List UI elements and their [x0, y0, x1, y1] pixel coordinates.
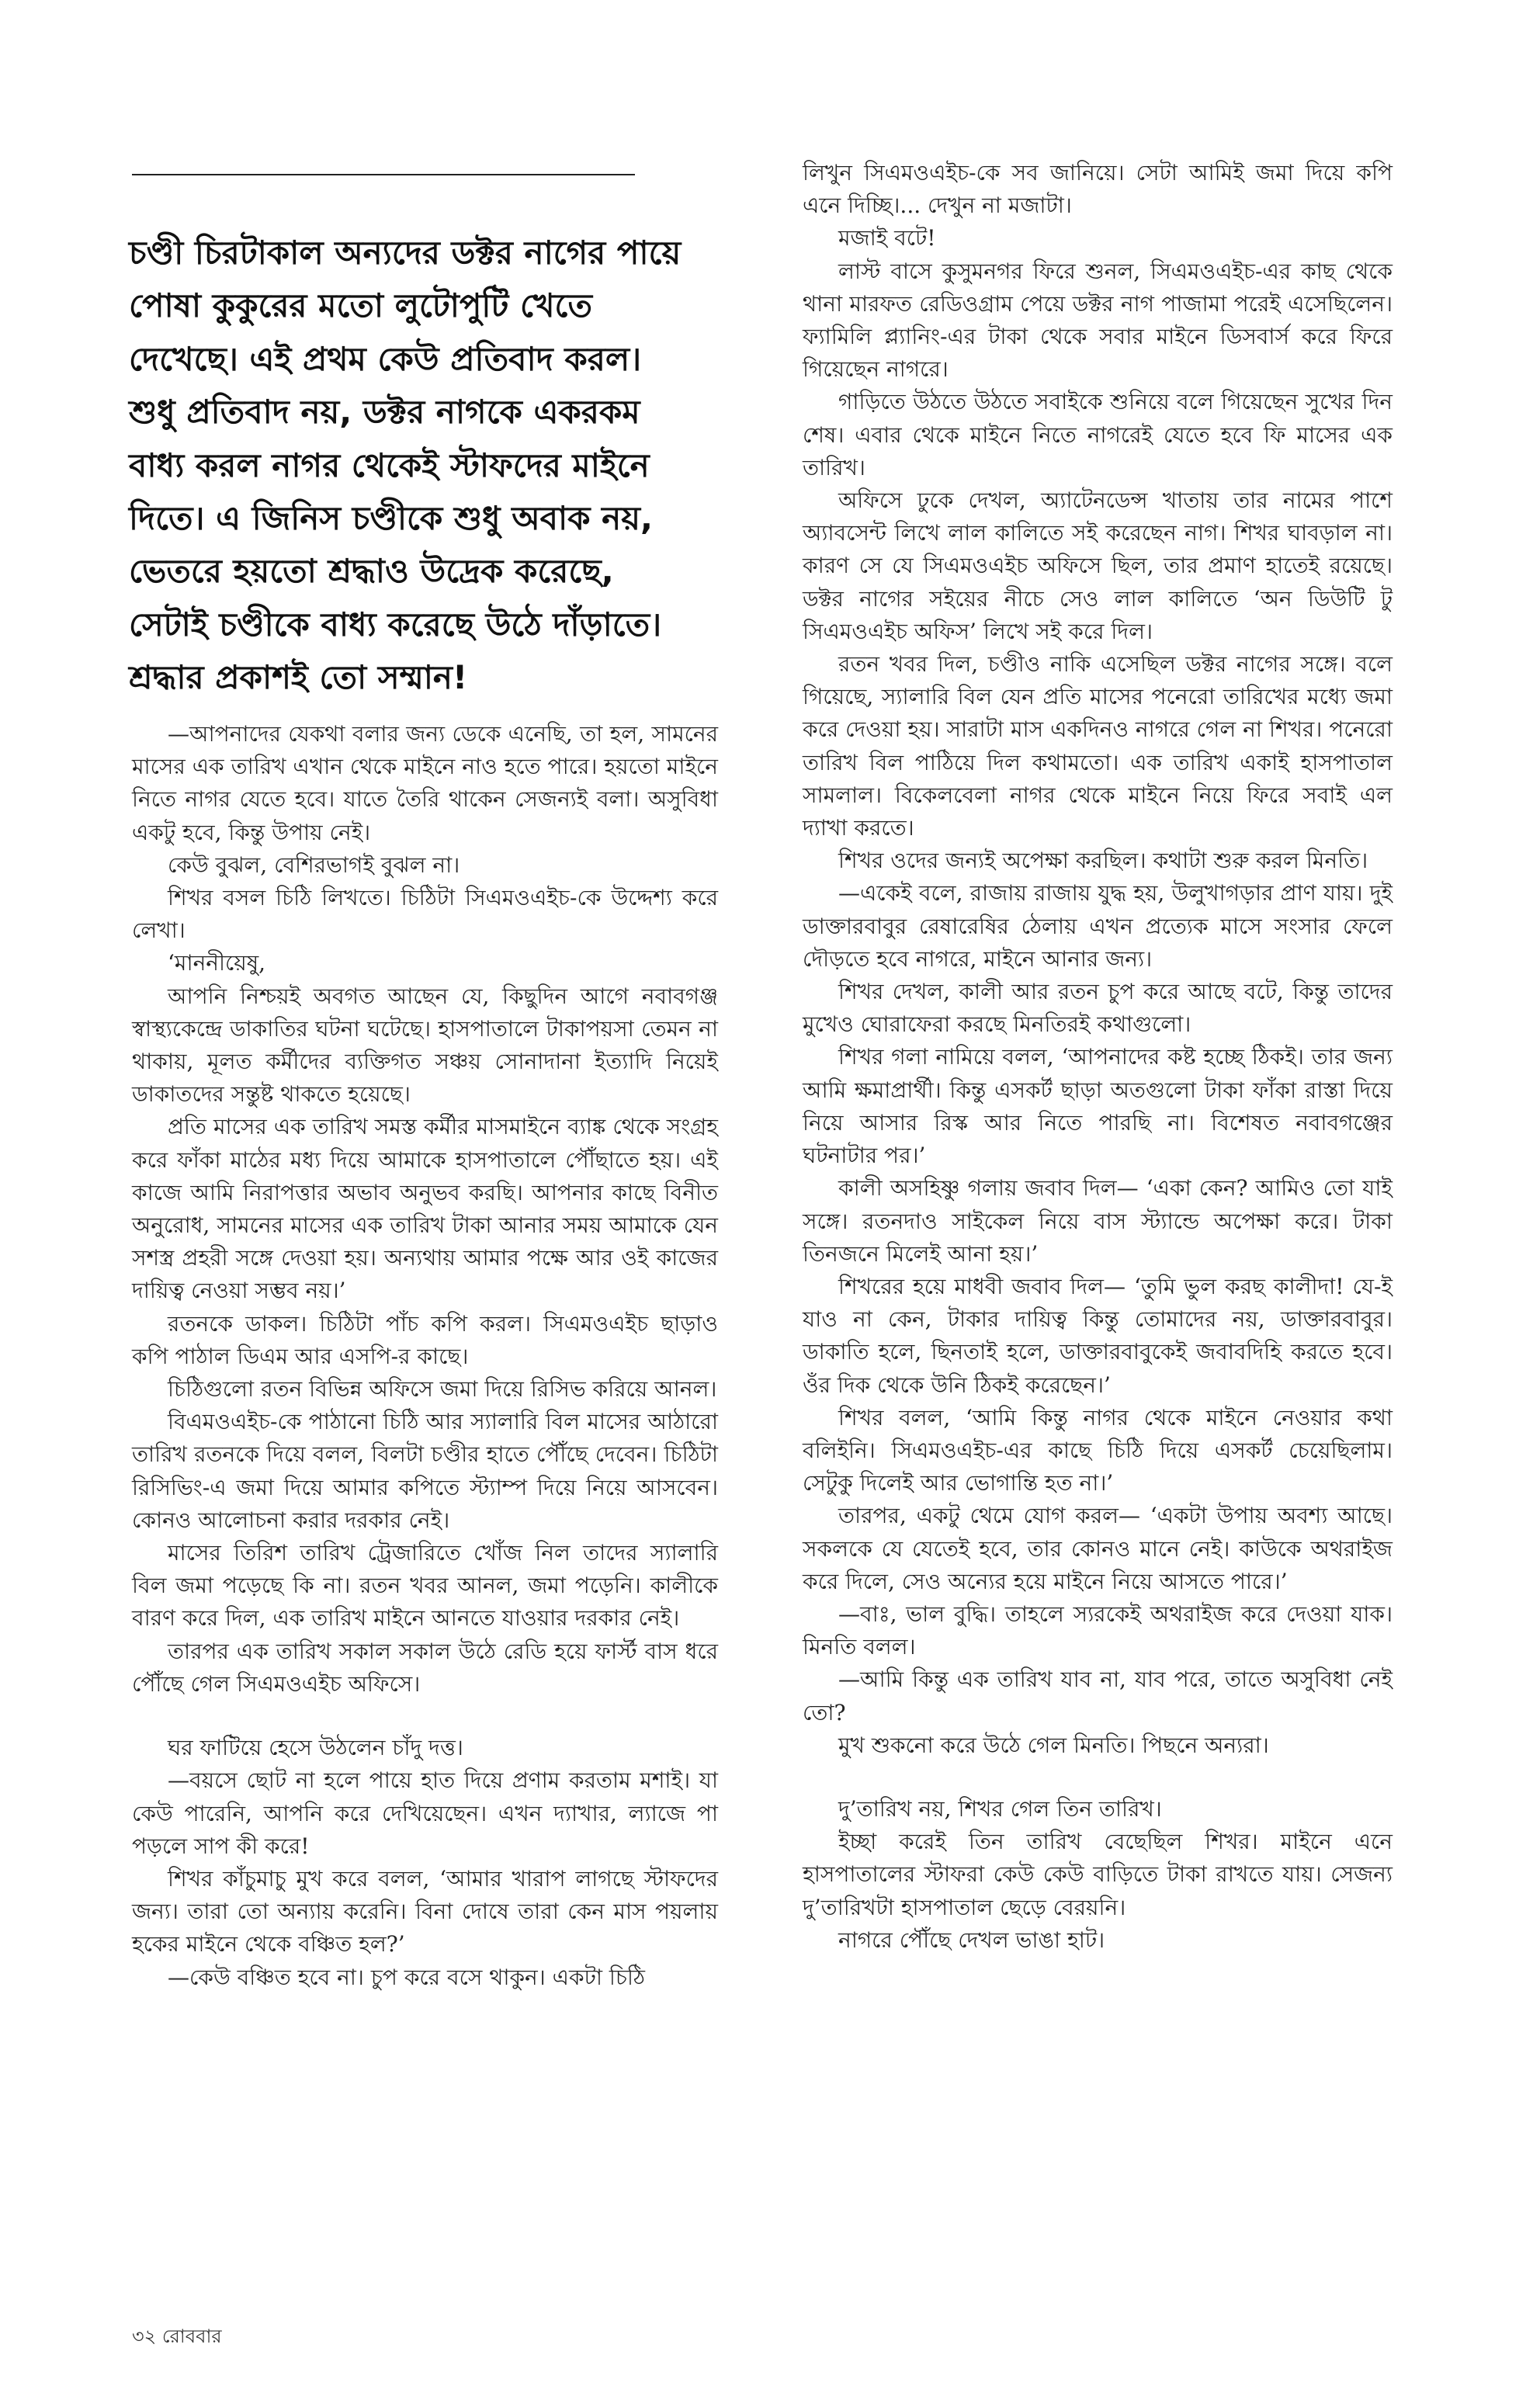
paragraph: —কেউ বঞ্চিত হবে না। চুপ করে বসে থাকুন। একটা চিঠি: [168, 1964, 645, 1990]
paragraph: কালী অসহিষ্ণু গলায় জবাব দিল— ‘একা কেন? আমিও তো যাই সঙ্গে। রতনদাও সাইকেল নিয়ে বাস স্ট্যান্ডে অপেক্ষা করে। টাকা তিনজনে মিলেই আনা হয়।’: [803, 1175, 1393, 1267]
paragraph: ‘মাননীয়েষু,: [168, 950, 266, 976]
paragraph: মজাই বটে!: [838, 225, 936, 251]
paragraph: প্রতি মাসের এক তারিখ সমস্ত কর্মীর মাসমাইনে ব্যাঙ্ক থেকে সংগ্রহ করে ফাঁকা মাঠের মধ্য দিয়ে আমাকে হাসপাতালে পৌঁছাতে হয়। এই কাজে আমি নিরাপত্তার অভাব অনুভব করছি। আপনার কাছে বিনীত অনুরোধ, সামনের মাসের এক তারিখ টাকা আনার সময় আমাকে যেন সশস্ত্র প্রহরী সঙ্গে দেওয়া হয়। অন্যথায় আমার পক্ষে আর ওই কাজের দায়িত্ব নেওয়া সম্ভব নয়।’: [132, 1114, 718, 1304]
paragraph: ঘর ফাটিয়ে হেসে উঠলেন চাঁদু দত্ত।: [168, 1735, 463, 1761]
paragraph: শিখর বলল, ‘আমি কিন্তু নাগর থেকে মাইনে নেওয়ার কথা বলিইনি। সিএমওএইচ-এর কাছে চিঠি দিয়ে এসকর্ট চেয়েছিলাম। সেটুকু দিলেই আর ভোগান্তি হত না।’: [803, 1404, 1393, 1496]
paragraph: রতনকে ডাকল। চিঠিটা পাঁচ কপি করল। সিএমওএইচ ছাড়াও কপি পাঠাল ডিএম আর এসপি-র কাছে।: [132, 1310, 718, 1369]
top-rule: [132, 174, 635, 175]
paragraph: মাসের তিরিশ তারিখ ট্রেজারিতে খোঁজ নিল তাদের স্যালারি বিল জমা পড়েছে কি না। রতন খবর আনল, জমা পড়েনি। কালীকে বারণ করে দিল, এক তারিখ মাইনে আনতে যাওয়ার দরকার নেই।: [132, 1540, 718, 1632]
paragraph: শিখরের হয়ে মাধবী জবাব দিল— ‘তুমি ভুল করছ কালীদা! যে-ই যাও না কেন, টাকার দায়িত্ব কিন্তু তোমাদের নয়, ডাক্তারবাবুর। ডাকাতি হলে, ছিনতাই হলে, ডাক্তারবাবুকেই জবাবদিহি করতে হবে। ওঁর দিক থেকে উনি ঠিকই করেছেন।’: [803, 1273, 1393, 1398]
paragraph: —বয়সে ছোট না হলে পায়ে হাত দিয়ে প্রণাম করতাম মশাই। যা কেউ পারেনি, আপনি করে দেখিয়েছেন। এখন দ্যাখার, ল্যাজে পা পড়লে সাপ কী করে!: [132, 1767, 718, 1859]
paragraph: দু’তারিখ নয়, শিখর গেল তিন তারিখ।: [838, 1795, 1162, 1822]
paragraph: শিখর বসল চিঠি লিখতে। চিঠিটা সিএমওএইচ-কে উদ্দেশ্য করে লেখা।: [132, 885, 718, 944]
paragraph: —আমি কিন্তু এক তারিখ যাব না, যাব পরে, তাতে অসুবিধা নেই তো?: [803, 1666, 1393, 1725]
paragraph: লিখুন সিএমওএইচ-কে সব জানিয়ে। সেটা আমিই জমা দিয়ে কপি এনে দিচ্ছি।... দেখুন না মজাটা।: [803, 160, 1393, 219]
paragraph: রতন খবর দিল, চণ্ডীও নাকি এসেছিল ডক্টর নাগের সঙ্গে। বলে গিয়েছে, স্যালারি বিল যেন প্রতি মাসের পনেরো তারিখের মধ্যে জমা করে দেওয়া হয়। সারাটা মাস একদিনও নাগরে গেল না শিখর। পনেরো তারিখ বিল পাঠিয়ে দিল কথামতো। এক তারিখ একাই হাসপাতাল সামলাল। বিকেলবেলা নাগর থেকে মাইনে নিয়ে ফিরে সবাই এল দ্যাখা করতে।: [803, 651, 1393, 841]
page-number: ৩২ রোববার: [132, 2325, 222, 2347]
paragraph: লাস্ট বাসে কুসুমনগর ফিরে শুনল, সিএমওএইচ-এর কাছ থেকে থানা মারফত রেডিওগ্রাম পেয়ে ডক্টর নাগ পাজামা পরেই এসেছিলেন। ফ্যামিলি প্ল্যানিং-এর টাকা থেকে সবার মাইনে ডিসবার্স করে ফিরে গিয়েছেন নাগরে।: [803, 258, 1393, 383]
paragraph: কেউ বুঝল, বেশিরভাগই বুঝল না।: [168, 851, 460, 878]
paragraph: বিএমওএইচ-কে পাঠানো চিঠি আর স্যালারি বিল মাসের আঠারো তারিখ রতনকে দিয়ে বলল, বিলটা চণ্ডীর হাতে পৌঁছে দেবেন। চিঠিটা রিসিভিং-এ জমা দিয়ে আমার কপিতে স্ট্যাম্প দিয়ে নিয়ে আসবেন। কোনও আলোচনা করার দরকার নেই।: [132, 1409, 718, 1533]
paragraph: মুখ শুকনো করে উঠে গেল মিনতি। পিছনে অন্যরা।: [838, 1732, 1269, 1758]
paragraph: —বাঃ, ভাল বুদ্ধি। তাহলে স্যরকেই অথরাইজ করে দেওয়া যাক। মিনতি বলল।: [803, 1601, 1393, 1660]
paragraph: গাড়িতে উঠতে উঠতে সবাইকে শুনিয়ে বলে গিয়েছেন সুখের দিন শেষ। এবার থেকে মাইনে নিতে নাগরেই যেতে হবে ফি মাসের এক তারিখ।: [803, 389, 1393, 480]
right-column: [803, 157, 1393, 1957]
pull-quote: চণ্ডী চিরটাকাল অন্যদের ডক্টর নাগের পায়ে পোষা কুকুরের মতো লুটোপুটি খেতে দেখেছে। এই প্রথম কেউ প্রতিবাদ করল। শুধু প্রতিবাদ নয়, ডক্টর নাগকে একরকম বাধ্য করল নাগর থেকেই স্টাফদের মাইনে দিতে। এ জিনিস চণ্ডীকে শুধু অবাক নয়, ভেতরে হয়তো শ্রদ্ধাও উদ্রেক করেছে, সেটাই চণ্ডীকে বাধ্য করেছে উঠে দাঁড়াতে। শ্রদ্ধার প্রকাশই তো সম্মান!: [129, 234, 682, 697]
paragraph: তারপর, একটু থেমে যোগ করল— ‘একটা উপায় অবশ্য আছে। সকলকে যে যেতেই হবে, তার কোনও মানে নেই। কাউকে অথরাইজ করে দিলে, সেও অন্যের হয়ে মাইনে নিয়ে আসতে পারে।’: [803, 1503, 1393, 1594]
paragraph: —একেই বলে, রাজায় রাজায় যুদ্ধ হয়, উলুখাগড়ার প্রাণ যায়। দুই ডাক্তারবাবুর রেষারেষির ঠেলায় এখন প্রত্যেক মাসে সংসার ফেলে দৌড়তে হবে নাগরে, মাইনে আনার জন্য।: [803, 880, 1393, 972]
paragraph: চিঠিগুলো রতন বিভিন্ন অফিসে জমা দিয়ে রিসিভ করিয়ে আনল।: [168, 1376, 717, 1403]
paragraph: নাগরে পৌঁছে দেখল ভাঙা হাট।: [838, 1927, 1105, 1953]
paragraph: আপনি নিশ্চয়ই অবগত আছেন যে, কিছুদিন আগে নবাবগঞ্জ স্বাস্থ্যকেন্দ্রে ডাকাতির ঘটনা ঘটেছে। হাসপাতালে টাকাপয়সা তেমন না থাকায়, মূলত কর্মীদের ব্যক্তিগত সঞ্চয় সোনাদানা ইত্যাদি নিয়েই ডাকাতদের সন্তুষ্ট থাকতে হয়েছে।: [132, 983, 718, 1108]
paragraph: —আপনাদের যেকথা বলার জন্য ডেকে এনেছি, তা হল, সামনের মাসের এক তারিখ এখান থেকে মাইনে নাও হতে পারে। হয়তো মাইনে নিতে নাগর যেতে হবে। যাতে তৈরি থাকেন সেজন্যই বলা। অসুবিধা একটু হবে, কিন্তু উপায় নেই।: [132, 721, 718, 845]
paragraph: শিখর গলা নামিয়ে বলল, ‘আপনাদের কষ্ট হচ্ছে ঠিকই। তার জন্য আমি ক্ষমাপ্রার্থী। কিন্তু এসকর্ট ছাড়া অতগুলো টাকা ফাঁকা রাস্তা দিয়ে নিয়ে আসার রিস্ক আর নিতে পারছি না। বিশেষত নবাবগঞ্জের ঘটনাটার পর।’: [803, 1044, 1393, 1169]
paragraph: শিখর ওদের জন্যই অপেক্ষা করছিল। কথাটা শুরু করল মিনতি।: [838, 848, 1368, 874]
paragraph: অফিসে ঢুকে দেখল, অ্যাটেনডেন্স খাতায় তার নামের পাশে অ্যাবসেন্ট লিখে লাল কালিতে সই করেছেন নাগ। শিখর ঘাবড়াল না। কারণ সে যে সিএমওএইচ অফিসে ছিল, তার প্রমাণ হাতেই রয়েছে। ডক্টর নাগের সইয়ের নীচে সেও লাল কালিতে ‘অন ডিউটি টু সিএমওএইচ অফিস’ লিখে সই করে দিল।: [803, 487, 1393, 644]
paragraph: তারপর এক তারিখ সকাল সকাল উঠে রেডি হয়ে ফার্স্ট বাস ধরে পৌঁছে গেল সিএমওএইচ অফিসে।: [132, 1638, 718, 1697]
paragraph: শিখর কাঁচুমাচু মুখ করে বলল, ‘আমার খারাপ লাগছে স্টাফদের জন্য। তারা তো অন্যায় করেনি। বিনা দোষে তারা কেন মাস পয়লায় হকের মাইনে থেকে বঞ্চিত হল?’: [132, 1865, 718, 1958]
left-column: [132, 718, 718, 1994]
paragraph: শিখর দেখল, কালী আর রতন চুপ করে আছে বটে, কিন্তু তাদের মুখেও ঘোরাফেরা করছে মিনতিরই কথাগুলো।: [803, 979, 1393, 1038]
paragraph: ইচ্ছা করেই তিন তারিখ বেছেছিল শিখর। মাইনে এনে হাসপাতালের স্টাফরা কেউ কেউ বাড়িতে টাকা রাখতে যায়। সেজন্য দু’তারিখটা হাসপাতাল ছেড়ে বেরয়নি।: [803, 1829, 1393, 1920]
